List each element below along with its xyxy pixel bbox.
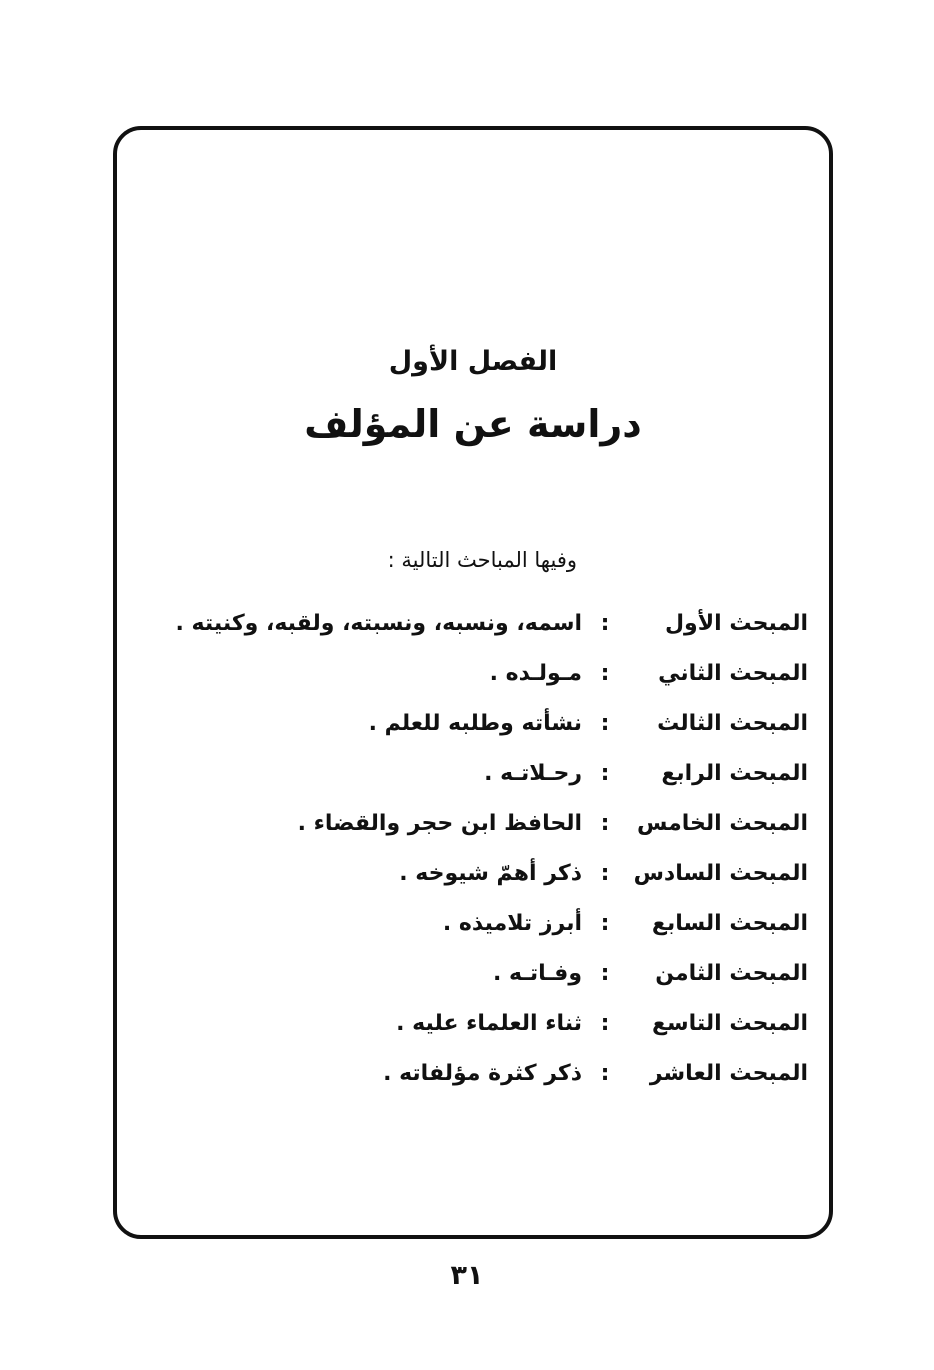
section-description: نشأته وطلبه للعلم . — [368, 710, 582, 736]
section-description: رحـلاتـه . — [484, 760, 582, 786]
chapter-title: دراسة عن المؤلف — [304, 402, 642, 446]
sections-list — [148, 598, 808, 1098]
section-row-1 — [148, 598, 808, 648]
section-row-5 — [148, 798, 808, 848]
section-row-6 — [148, 848, 808, 898]
section-row-3 — [148, 698, 808, 748]
section-colon: : — [600, 810, 610, 836]
section-label: المبحث الثامن — [655, 960, 808, 986]
section-row-9 — [148, 998, 808, 1048]
section-row-2 — [148, 648, 808, 698]
section-colon: : — [600, 960, 610, 986]
section-row-8 — [148, 948, 808, 998]
section-description: الحافظ ابن حجر والقضاء . — [297, 810, 582, 836]
section-colon: : — [600, 860, 610, 886]
section-colon: : — [600, 660, 610, 686]
section-description: ذكر كثرة مؤلفاته . — [383, 1060, 582, 1086]
section-description: اسمه، ونسبه، ونسبته، ولقبه، وكنيته . — [175, 610, 582, 636]
chapter-label: الفصل الأول — [388, 346, 558, 377]
section-colon: : — [600, 1060, 610, 1086]
section-row-7 — [148, 898, 808, 948]
section-colon: : — [600, 710, 610, 736]
section-label: المبحث الثاني — [658, 660, 808, 686]
section-label: المبحث العاشر — [649, 1060, 808, 1086]
section-colon: : — [600, 1010, 610, 1036]
section-description: ذكر أهمّ شيوخه . — [399, 860, 582, 886]
section-row-4 — [148, 748, 808, 798]
section-colon: : — [600, 910, 610, 936]
section-label: المبحث الرابع — [661, 760, 808, 786]
section-colon: : — [600, 610, 610, 636]
section-label: المبحث السابع — [651, 910, 808, 936]
section-description: وفـاتـه . — [493, 960, 582, 986]
section-row-10 — [148, 1048, 808, 1098]
section-colon: : — [600, 760, 610, 786]
section-label: المبحث السادس — [633, 860, 808, 886]
section-description: أبرز تلاميذه . — [442, 910, 582, 936]
sections-intro: وفيها المباحث التالية : — [387, 548, 577, 572]
section-label: المبحث الخامس — [637, 810, 808, 836]
section-label: المبحث التاسع — [651, 1010, 808, 1036]
section-label: المبحث الثالث — [657, 710, 808, 736]
section-description: ثناء العلماء عليه . — [396, 1010, 582, 1036]
section-description: مـولـده . — [489, 660, 582, 686]
page-number: ٣١ — [450, 1260, 484, 1291]
section-label: المبحث الأول — [664, 610, 808, 636]
